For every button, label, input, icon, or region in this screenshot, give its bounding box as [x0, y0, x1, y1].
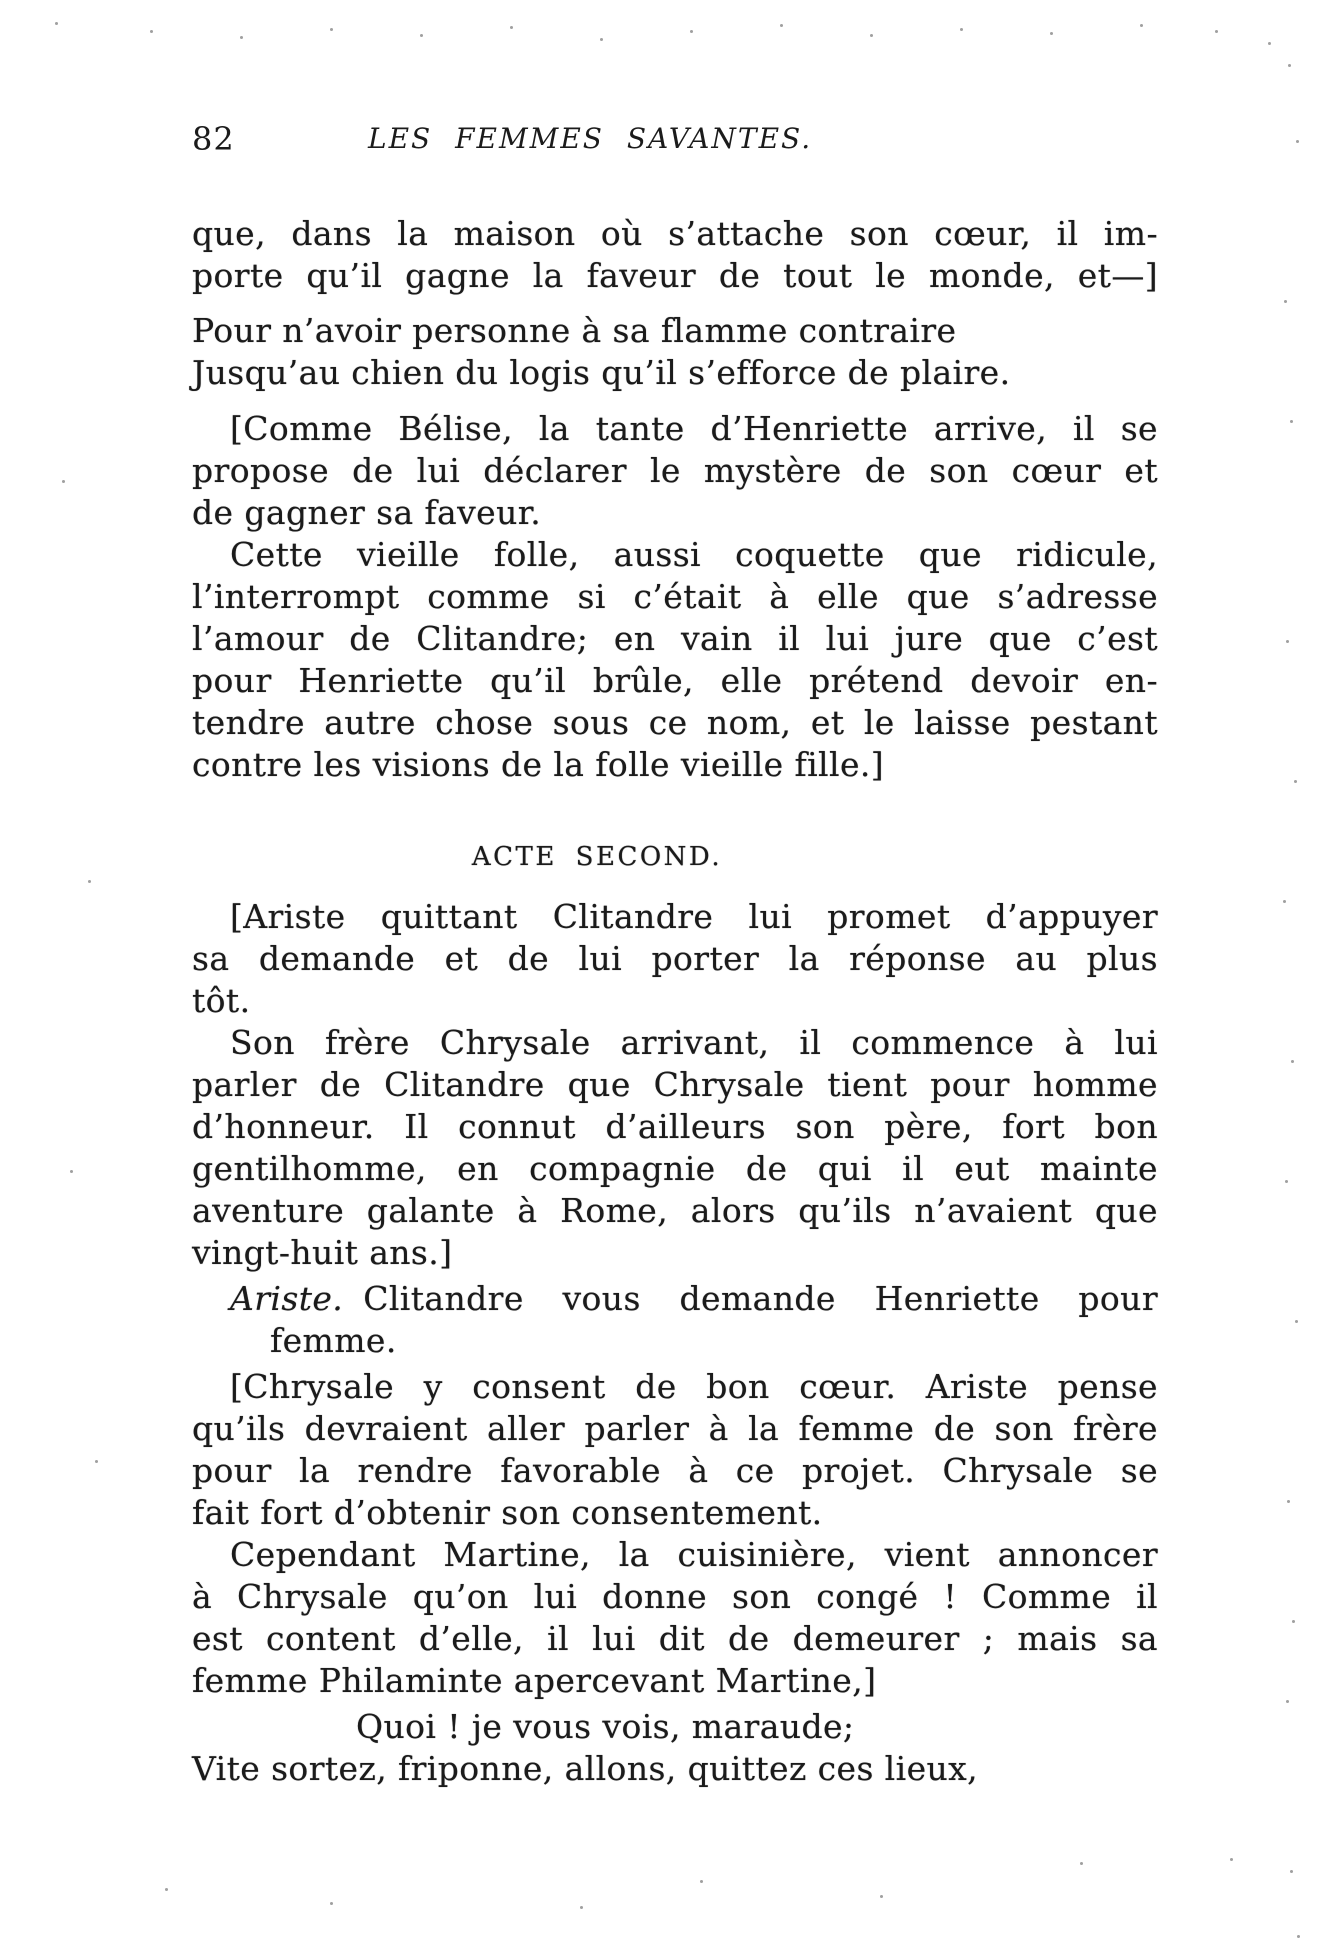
synopsis-vieille-folle-line: l’amour de Clitandre; en vain il lui jure que c’est: [192, 619, 1158, 658]
synopsis-chrysale-line: d’honneur. Il connut d’ailleurs son père, fort bon: [192, 1107, 1158, 1146]
speech-ariste-line: [192, 1278, 1158, 1320]
scan-speck: [330, 1902, 333, 1905]
scan-speck: [1268, 42, 1271, 45]
synopsis-belise: [192, 408, 1158, 534]
speech-ariste: [192, 1278, 1158, 1362]
synopsis-consent-line: [Chrysale y consent de bon cœur. Ariste pense: [230, 1367, 1158, 1406]
synopsis-vieille-folle-line: contre les visions de la folle vieille fille.]: [192, 745, 885, 784]
scan-speck: [1230, 1858, 1233, 1861]
prose-continuation-line: porte qu’il gagne la faveur de tout le monde, et—]: [192, 256, 1158, 295]
synopsis-martine: [192, 1534, 1158, 1702]
synopsis-vieille-folle-line: tendre autre chose sous ce nom, et le laisse pestant: [192, 703, 1158, 742]
scan-speck: [1292, 1620, 1295, 1623]
synopsis-vieille-folle: [192, 534, 1158, 786]
scan-speck: [870, 34, 873, 37]
verse-couplet: [192, 310, 1158, 394]
synopsis-belise-line: de gagner sa faveur.: [192, 493, 542, 532]
text-column: [192, 213, 1158, 1790]
synopsis-belise-line: [Comme Bélise, la tante d’Henriette arrive, il se: [230, 409, 1158, 448]
scan-speck: [1290, 420, 1293, 423]
synopsis-ariste-line: tôt.: [192, 981, 251, 1020]
synopsis-consent: [192, 1366, 1158, 1534]
scan-speck: [1080, 1862, 1083, 1865]
verse-couplet-line: Jusqu’au chien du logis qu’il s’efforce de plaire.: [192, 353, 1011, 392]
scan-speck: [1283, 900, 1286, 903]
synopsis-ariste: [192, 896, 1158, 1022]
synopsis-chrysale-line: vingt-huit ans.]: [192, 1233, 453, 1272]
synopsis-ariste-line: [Ariste quittant Clitandre lui promet d’appuyer: [230, 897, 1158, 936]
synopsis-ariste-line: sa demande et de lui porter la réponse au plus: [192, 939, 1158, 978]
synopsis-martine-line: est content d’elle, il lui dit de demeurer ; mais sa: [192, 1619, 1158, 1658]
prose-continuation: [192, 213, 1158, 297]
verse-couplet-line: Pour n’avoir personne à sa flamme contraire: [192, 311, 957, 350]
scan-speck: [880, 1895, 883, 1898]
scan-speck: [165, 1888, 168, 1891]
scan-speck: [240, 36, 243, 39]
scan-speck: [1286, 640, 1289, 643]
scan-speck: [1290, 1870, 1293, 1873]
act-heading: ACTE SECOND.: [471, 842, 723, 872]
synopsis-chrysale-line: gentilhomme, en compagnie de qui il eut mainte: [192, 1149, 1158, 1188]
scan-speck: [55, 22, 58, 25]
synopsis-vieille-folle-line: l’interrompt comme si c’était à elle que s’adresse: [192, 577, 1158, 616]
scan-speck: [700, 1880, 703, 1883]
synopsis-martine-line: à Chrysale qu’on lui donne son congé ! Comme il: [192, 1577, 1158, 1616]
synopsis-chrysale-line: Son frère Chrysale arrivant, il commence à lui: [230, 1023, 1158, 1062]
scan-speck: [780, 24, 783, 27]
verse-philaminte: [192, 1706, 1158, 1790]
scan-speck: [1050, 32, 1053, 35]
scan-speck: [150, 30, 153, 33]
scan-speck: [1286, 1700, 1289, 1703]
scan-speck: [1295, 1320, 1298, 1323]
synopsis-chrysale-line: aventure galante à Rome, alors qu’ils n’avaient que: [192, 1191, 1158, 1230]
scan-speck: [95, 1460, 98, 1463]
running-title: LES FEMMES SAVANTES.: [368, 122, 813, 155]
speech-ariste-line: femme.: [270, 1321, 397, 1360]
scan-speck: [1296, 140, 1299, 143]
speaker-name: Ariste.: [230, 1279, 344, 1318]
running-header: [192, 116, 1158, 160]
synopsis-consent-line: pour la rendre favorable à ce projet. Chrysale se: [192, 1451, 1158, 1490]
synopsis-vieille-folle-line: pour Henriette qu’il brûle, elle prétend devoir en-: [192, 661, 1158, 700]
speech-text: Clitandre vous demande Henriette pour: [363, 1279, 1158, 1318]
synopsis-martine-line: femme Philaminte apercevant Martine,]: [192, 1661, 877, 1700]
synopsis-chrysale-line: parler de Clitandre que Chrysale tient pour homme: [192, 1065, 1158, 1104]
scan-speck: [1288, 64, 1291, 67]
scan-speck: [1297, 1935, 1300, 1938]
synopsis-vieille-folle-line: Cette vieille folle, aussi coquette que ridicule,: [230, 535, 1158, 574]
scan-speck: [960, 28, 963, 31]
synopsis-consent-line: fait fort d’obtenir son consentement.: [192, 1493, 823, 1532]
scan-speck: [510, 26, 513, 29]
synopsis-martine-line: Cependant Martine, la cuisinière, vient annoncer: [230, 1535, 1158, 1574]
synopsis-consent-line: qu’ils devraient aller parler à la femme de son frère: [192, 1409, 1158, 1448]
scan-speck: [600, 38, 603, 41]
scan-speck: [88, 880, 91, 883]
scan-speck: [1140, 24, 1143, 27]
synopsis-belise-line: propose de lui déclarer le mystère de son cœur et: [192, 451, 1158, 490]
scan-speck: [330, 28, 333, 31]
scan-speck: [690, 30, 693, 33]
scan-speck: [70, 1170, 73, 1173]
scan-speck: [1285, 1180, 1288, 1183]
scan-speck: [1284, 300, 1287, 303]
scan-speck: [62, 480, 65, 483]
scan-speck: [1291, 1060, 1294, 1063]
synopsis-chrysale: [192, 1022, 1158, 1274]
scan-speck: [580, 1906, 583, 1909]
prose-continuation-line: que, dans la maison où s’attache son cœur, il im-: [192, 214, 1158, 253]
scan-speck: [1294, 780, 1297, 783]
scan-speck: [420, 34, 423, 37]
scan-speck: [1215, 30, 1218, 33]
verse-philaminte-line: Vite sortez, friponne, allons, quittez ces lieux,: [192, 1749, 979, 1788]
verse-philaminte-line: Quoi ! je vous vois, maraude;: [356, 1707, 855, 1746]
scan-speck: [1287, 1500, 1290, 1503]
page-number: 82: [192, 120, 235, 158]
